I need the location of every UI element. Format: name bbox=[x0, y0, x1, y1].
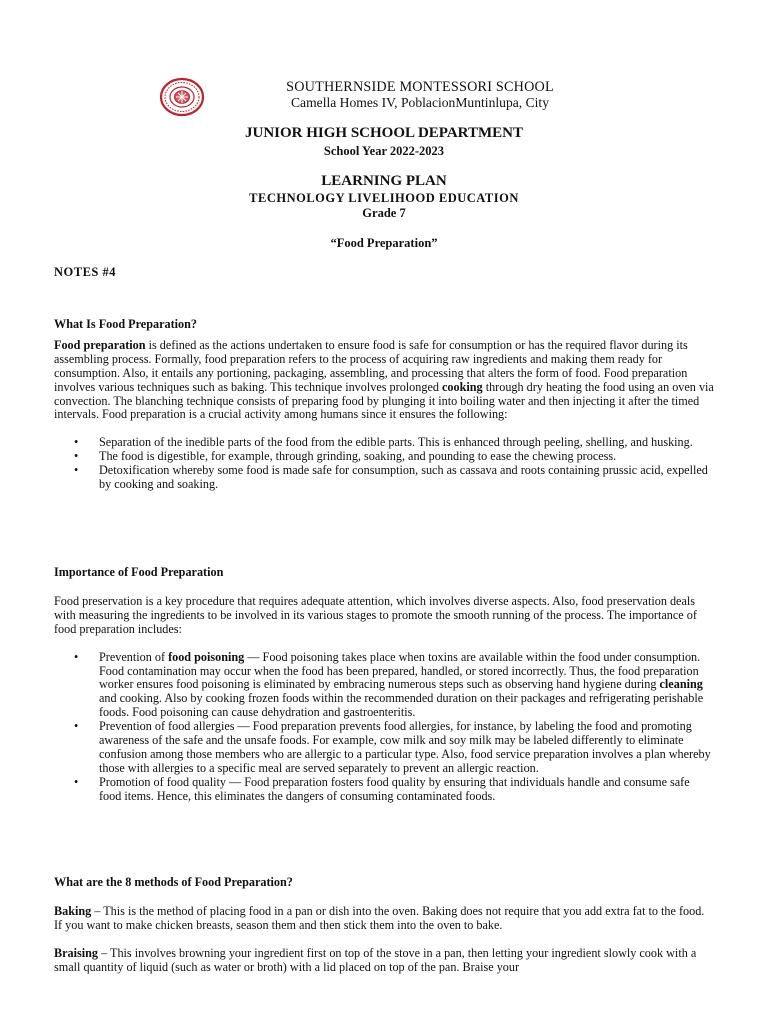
list-item bbox=[54, 436, 714, 450]
list-item-text: Prevention of bbox=[99, 649, 169, 664]
paragraph-text: is defined as the actions undertaken to ensure food is safe for consumption or has the required flavor during its assembling process. Formally, food preparation refers to the process of acquiring raw ingredients and making them ready for consumption. Also, it entails any portioning, packaging, assembling, and processing that alters the form of food. Food preparation involves various techniques such as baking. This technique involves prolonged bbox=[54, 337, 688, 394]
bullet-marker: • bbox=[74, 435, 79, 450]
notes-label: NOTES #4 bbox=[54, 265, 117, 279]
list-item-text: Separation of the inedible parts of the food from the edible parts. This is enhanced through peeling, shelling, and husking. bbox=[99, 435, 693, 450]
school-address: Camella Homes IV, PoblacionMuntinlupa, City bbox=[290, 95, 549, 110]
bullet-list bbox=[54, 651, 714, 804]
bold-term: cleaning bbox=[659, 677, 703, 692]
grade-level: Grade 7 bbox=[362, 206, 406, 220]
bold-term: Braising bbox=[54, 945, 99, 960]
section-methods bbox=[54, 876, 714, 975]
bullet-marker: • bbox=[74, 774, 79, 789]
bullet-list bbox=[54, 436, 714, 492]
school-name: SOUTHERNSIDE MONTESSORI SCHOOL bbox=[286, 79, 554, 95]
bullet-marker: • bbox=[74, 719, 79, 734]
bold-term: food poisoning bbox=[168, 649, 245, 664]
bullet-marker: • bbox=[74, 449, 79, 464]
paragraph-text: – This involves browning your ingredient first on top of the stove in a pan, then letting your ingredient slowly cook with a small quantity of liquid (such as water or broth) with a lid placed on top of the pan. Braise your bbox=[54, 945, 697, 974]
section-heading: What Is Food Preparation? bbox=[54, 317, 197, 331]
bold-term: Baking bbox=[54, 903, 92, 918]
bold-term: cooking bbox=[442, 379, 483, 394]
bold-term: Food preparation bbox=[54, 337, 146, 352]
section-heading: Importance of Food Preparation bbox=[54, 565, 224, 579]
list-item bbox=[54, 464, 714, 492]
paragraph-text: – This is the method of placing food in a pan or dish into the oven. Baking does not require that you add extra fat to the food. If you want to make chicken breasts, season them and then stick them into the oven to bake. bbox=[54, 903, 705, 932]
school-year: School Year 2022-2023 bbox=[323, 144, 445, 158]
list-item bbox=[54, 776, 714, 804]
plan-title: LEARNING PLAN bbox=[321, 173, 447, 189]
department-title: JUNIOR HIGH SCHOOL DEPARTMENT bbox=[245, 125, 523, 141]
list-item-text: Prevention of food allergies — Food preparation prevents food allergies, for instance, by labeling the food and promoting awareness of the safe and the unsafe foods. For example, cow milk and soy milk may be labeled differently to eliminate confusion among those members who are allergic to a particular type. Also, food service preparation involves a plan whereby those with allergies to a specific meal are served separately to prevent an allergic reaction. bbox=[99, 719, 711, 775]
section-what-is-food-preparation bbox=[54, 318, 714, 492]
list-item bbox=[54, 651, 714, 721]
topic-title: “Food Preparation” bbox=[330, 236, 438, 250]
paragraph-text: through dry heating the food using an oven via convection. The blanching technique consists of preparing food by plunging it into boiling water and then injecting it after the timed intervals. Food preparation is a crucial activity among humans since it ensures the following: bbox=[54, 379, 714, 422]
paragraph-braising bbox=[54, 947, 714, 975]
list-item-text: and cooking. Also by cooking frozen foods within the recommended duration on their packages and refrigerating perishable foods. Food poisoning can cause dehydration and gastroenteritis. bbox=[99, 691, 704, 720]
section-importance bbox=[54, 566, 714, 804]
section-heading: What are the 8 methods of Food Preparation? bbox=[54, 875, 293, 889]
list-item-text: Promotion of food quality — Food preparation fosters food quality by ensuring that individuals handle and consume safe food items. Hence, this eliminates the dangers of consuming contaminated foods. bbox=[99, 774, 690, 803]
list-item bbox=[54, 450, 714, 464]
paragraph-baking bbox=[54, 905, 714, 933]
paragraph bbox=[54, 339, 714, 422]
list-item bbox=[54, 720, 714, 776]
bullet-marker: • bbox=[74, 463, 79, 478]
list-item-text: Detoxification whereby some food is made safe for consumption, such as cassava and roots containing prussic acid, expelled by cooking and soaking. bbox=[99, 463, 708, 492]
list-item-text: — Food poisoning takes place when toxins are available within the food under consumption. Food contamination may occur when the food has been prepared, handled, or stored incorrectly. Thus, the food preparation worker ensures food poisoning is eliminated by embracing numerous steps such as observing hand hygiene during bbox=[99, 649, 701, 692]
paragraph: Food preservation is a key procedure that requires adequate attention, which involves diverse aspects. Also, food preservation deals with measuring the ingredients to be involved in its various stages to promote the smooth running of the process. The importance of food preparation includes: bbox=[54, 593, 697, 636]
list-item-text: The food is digestible, for example, through grinding, soaking, and pounding to ease the chewing process. bbox=[99, 449, 617, 464]
subject-title: TECHNOLOGY LIVELIHOOD EDUCATION bbox=[249, 191, 519, 205]
bullet-marker: • bbox=[74, 649, 79, 664]
